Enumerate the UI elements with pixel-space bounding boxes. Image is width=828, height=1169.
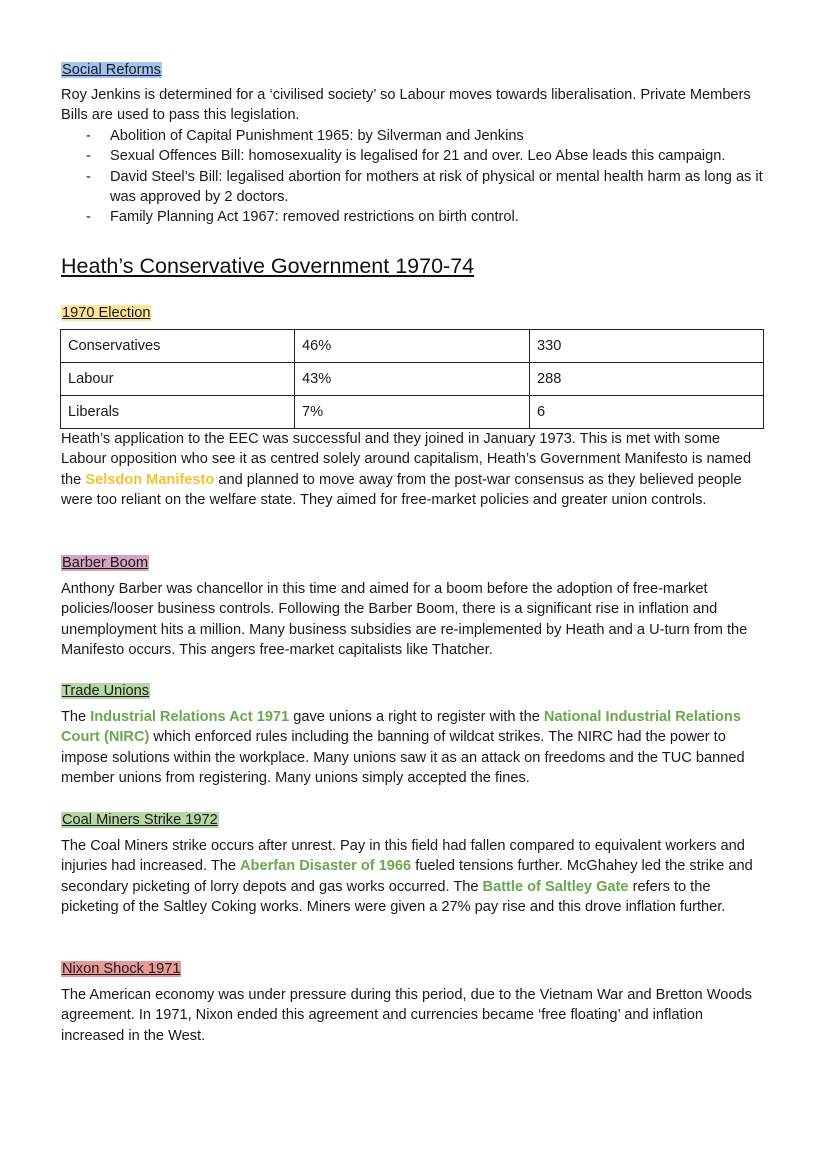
election-paragraph [61,429,769,511]
nirc-term: National Industrial Relations Court (NIRC) [61,709,741,746]
heath-section-title [61,253,769,279]
unions-text-part: gave unions a right to register with the [289,709,544,725]
social-reforms-body [61,85,769,228]
election-text [61,429,769,511]
election-text-part: Heath’s application to the EEC was successful and they joined in January 1973. This is met with some Labour opposition who see it as centred solely around capitalism, Heath’s Government Manifesto is named the [61,431,752,488]
list-item: - Family Planning Act 1967: removed restrictions on birth control. [61,207,769,227]
vote-share-cell: 7% [295,396,530,429]
table-row [61,363,764,396]
nixon-heading-row [61,959,769,979]
list-item: - Abolition of Capital Punishment 1965: by Silverman and Jenkins [61,126,769,146]
industrial-relations-act-term: Industrial Relations Act 1971 [90,709,290,725]
miners-text-part: fueled tensions further. McGhahey led the strike and secondary picketing of lorry depots and gas works occurred. The [61,858,753,895]
miners-heading-row [61,810,769,830]
unions-text [61,707,769,789]
seats-cell: 6 [530,396,764,429]
list-item: - David Steel’s Bill: legalised abortion for mothers at risk of physical or mental health harm as long as it was approved by 2 doctors. [61,167,769,208]
barber-text: Anthony Barber was chancellor in this time and aimed for a boom before the adoption of free-market policies/looser business controls. Following the Barber Boom, there is a significant rise in inflation and unemployment hits a million. Many business subsidies are re-implemented by Heath and a U-turn from the Manifesto occurs. This angers free-market capitalists like Thatcher. [61,581,748,659]
social-reforms-section [61,60,769,80]
aberfan-disaster-term: Aberfan Disaster of 1966 [240,858,412,875]
miners-text-part: refers to the picketing of the Saltley Coking works. Miners were given a 27% pay rise and this drove inflation further. [61,878,726,916]
election-heading: 1970 Election [62,305,151,321]
nixon-text: The American economy was under pressure during this period, due to the Vietnam War and Bretton Woods agreement. In 1971, Nixon ended this agreement and currencies became ‘free floating’ and inflation increased in the West. [61,987,752,1044]
barber-heading-row [61,553,769,573]
seats-cell: 330 [530,330,764,363]
nixon-shock-heading: Nixon Shock 1971 [62,961,181,977]
party-cell: Conservatives [61,330,295,363]
seats-cell: 288 [530,363,764,396]
party-cell: Liberals [61,396,295,429]
social-reforms-intro: Roy Jenkins is determined for a ‘civilised society’ so Labour moves towards liberalisation. Private Members Bills are used to pass this legislation. [61,87,751,124]
barber-boom-heading: Barber Boom [62,555,148,571]
election-text-part: and planned to move away from the post-war consensus as they believed people were too reliant on the welfare state. They aimed for free-market policies and greater union controls. [61,471,742,509]
unions-text-part: The [61,709,91,725]
unions-paragraph [61,707,769,789]
table-row [61,330,764,363]
vote-share-cell: 43% [295,363,530,396]
unions-heading-row [61,681,769,701]
battle-of-saltley-gate-term: Battle of Saltley Gate [482,878,629,895]
trade-unions-heading: Trade Unions [62,683,150,699]
miners-text [61,836,769,918]
table-row [61,396,764,429]
miners-text-part: The Coal Miners strike occurs after unrest. Pay in this field had fallen compared to equivalent workers and injuries had increased. The [61,838,745,875]
miners-paragraph [61,836,769,918]
election-results-table [60,329,764,429]
vote-share-cell: 46% [295,330,530,363]
page-title: Heath’s Conservative Government 1970-74 [61,254,475,278]
barber-paragraph [61,579,769,661]
party-cell: Labour [61,363,295,396]
selsdon-manifesto-term: Selsdon Manifesto [85,471,215,488]
list-item: - Sexual Offences Bill: homosexuality is legalised for 21 and over. Leo Abse leads this campaign. [61,146,769,166]
coal-miners-heading: Coal Miners Strike 1972 [62,812,218,828]
social-reforms-list [61,126,769,228]
election-heading-row [61,303,769,323]
social-reforms-heading: Social Reforms [62,62,161,78]
unions-text-part: which enforced rules including the banning of wildcat strikes. The NIRC had the power to impose solutions within the workplace. Many unions saw it as an attack on freedoms and the TUC banned member unions from registering. Many unions simply accepted the fines. [61,729,745,787]
nixon-paragraph [61,985,769,1046]
